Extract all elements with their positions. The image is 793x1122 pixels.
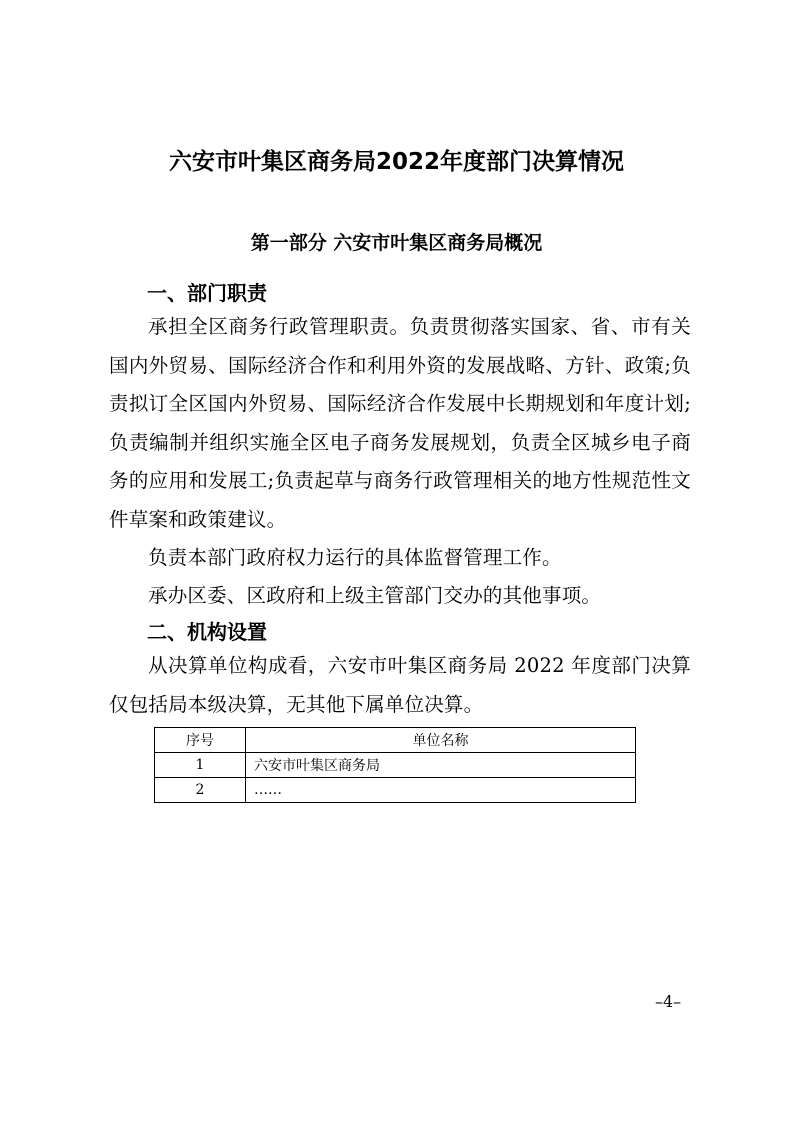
row-serial: 2 (155, 778, 246, 803)
header-unit-name: 单位名称 (246, 728, 636, 753)
document-title: 六安市叶集区商务局2022年度部门决算情况 (168, 149, 624, 175)
table-row (155, 753, 636, 778)
structure-paragraph: 从决算单位构成看，六安市叶集区商务局 2022 年度部门决算仅包括局本级决算，无其他下属单位决算。 (109, 654, 691, 716)
section-heading-structure: 二、机构设置 (147, 620, 267, 644)
table-header-row (155, 728, 636, 753)
row-unit-name: 六安市叶集区商务局 (246, 753, 636, 778)
section-heading-duties: 一、部门职责 (147, 281, 267, 305)
duties-paragraph: 承担全区商务行政管理职责。负责贯彻落实国家、省、市有关国内外贸易、国际经济合作和利用外资的发展战略、方针、政策;负责拟订全区国内外贸易、国际经济合作发展中长期规划和年度计划;负责编制并组织实施全区电子商务发展规划，负责全区城乡电子商务的应用和发展工;负责起草与商务行政管理相关的地方性规范性文件草案和政策建议。 (109, 315, 691, 531)
row-unit-name: …… (246, 778, 636, 803)
part-title: 第一部分 六安市叶集区商务局概况 (250, 232, 543, 254)
page-number: –4– (655, 992, 682, 1011)
other-duties-paragraph: 承办区委、区政府和上级主管部门交办的其他事项。 (148, 584, 602, 607)
supervision-paragraph: 负责本部门政府权力运行的具体监督管理工作。 (148, 546, 562, 569)
row-serial: 1 (155, 753, 246, 778)
header-serial: 序号 (155, 728, 246, 753)
table-row (155, 778, 636, 803)
units-table (154, 727, 636, 803)
